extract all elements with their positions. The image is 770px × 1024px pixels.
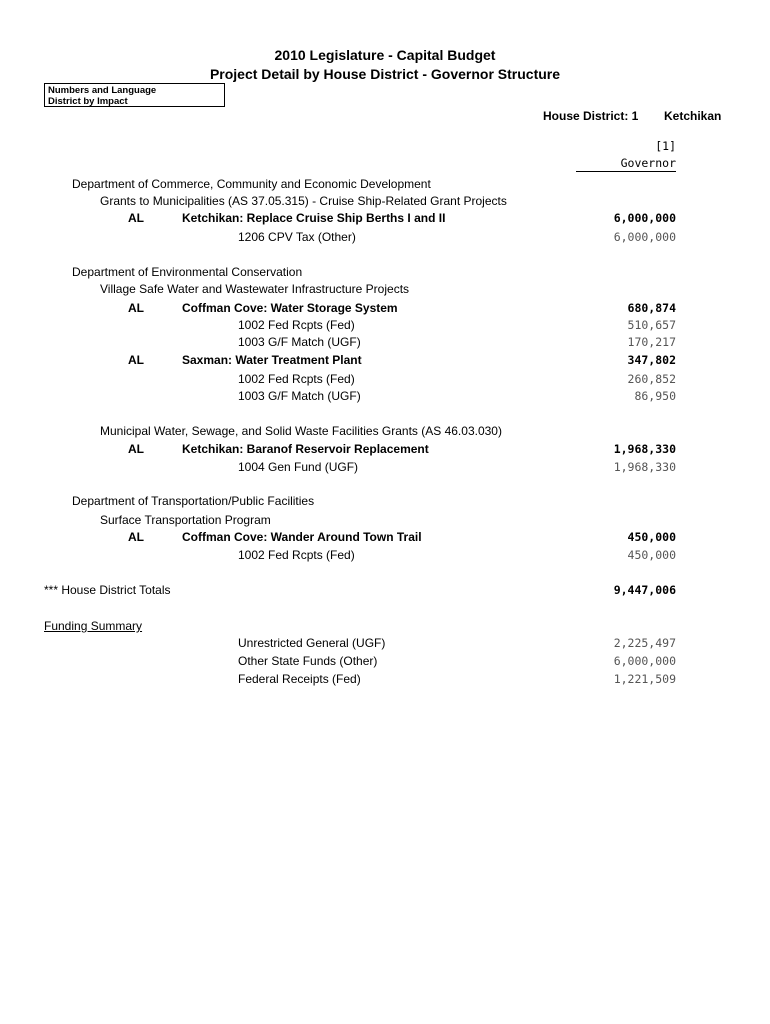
box-line-1: Numbers and Language <box>48 85 157 96</box>
project-total: 347,802 <box>627 353 676 367</box>
summary-label: Federal Receipts (Fed) <box>238 672 361 686</box>
project-code: AL <box>128 442 144 456</box>
project-code: AL <box>128 301 144 315</box>
dept-commerce: Department of Commerce, Community and Economic Development <box>72 177 431 191</box>
report-title: 2010 Legislature - Capital Budget <box>274 47 496 63</box>
fund-source-label: 1003 G/F Match (UGF) <box>238 335 361 349</box>
column-rule <box>576 171 676 172</box>
project-code: AL <box>128 353 144 367</box>
column-number: [1] <box>655 139 676 153</box>
summary-label: Unrestricted General (UGF) <box>238 636 386 650</box>
report-subtitle: Project Detail by House District - Governor Structure <box>209 66 561 82</box>
program-municipal-water: Municipal Water, Sewage, and Solid Waste Facilities Grants (AS 46.03.030) <box>100 424 502 438</box>
fund-source-amount: 510,657 <box>627 318 676 332</box>
program-cruise-grants: Grants to Municipalities (AS 37.05.315) - Cruise Ship-Related Grant Projects <box>100 194 507 208</box>
project-total: 1,968,330 <box>613 442 676 456</box>
fund-source-amount: 1,968,330 <box>613 460 676 474</box>
summary-amount: 6,000,000 <box>613 654 676 668</box>
project-name: Ketchikan: Replace Cruise Ship Berths I and II <box>182 211 446 225</box>
project-total: 6,000,000 <box>613 211 676 225</box>
project-total: 450,000 <box>627 530 676 544</box>
summary-label: Other State Funds (Other) <box>238 654 378 668</box>
program-surface-transportation: Surface Transportation Program <box>100 513 271 527</box>
project-name: Coffman Cove: Wander Around Town Trail <box>182 530 422 544</box>
program-village-safe-water: Village Safe Water and Wastewater Infrastructure Projects <box>100 282 410 296</box>
fund-source-label: 1004 Gen Fund (UGF) <box>238 460 359 474</box>
fund-source-label: 1206 CPV Tax (Other) <box>238 230 356 244</box>
project-name: Saxman: Water Treatment Plant <box>182 353 362 367</box>
summary-amount: 2,225,497 <box>613 636 676 650</box>
project-name: Ketchikan: Baranof Reservoir Replacement <box>182 442 429 456</box>
fund-source-label: 1003 G/F Match (UGF) <box>238 389 361 403</box>
summary-amount: 1,221,509 <box>613 672 676 686</box>
fund-source-amount: 450,000 <box>627 548 676 562</box>
fund-source-label: 1002 Fed Rcpts (Fed) <box>238 372 355 386</box>
column-name: Governor <box>620 156 676 170</box>
report-type-box <box>44 83 225 107</box>
dept-transportation: Department of Transportation/Public Facilities <box>72 494 315 508</box>
fund-source-amount: 6,000,000 <box>613 230 676 244</box>
district-totals-label: *** House District Totals <box>44 583 171 597</box>
project-code: AL <box>128 211 144 225</box>
project-total: 680,874 <box>627 301 676 315</box>
district-label: House District: 1 <box>543 109 639 123</box>
dept-environment: Department of Environmental Conservation <box>72 265 303 279</box>
box-line-2: District by Impact <box>48 96 128 107</box>
project-name: Coffman Cove: Water Storage System <box>182 301 398 315</box>
fund-source-amount: 260,852 <box>627 372 676 386</box>
fund-source-amount: 170,217 <box>627 335 676 349</box>
funding-summary-title: Funding Summary <box>44 619 143 633</box>
district-name: Ketchikan <box>664 109 722 123</box>
fund-source-label: 1002 Fed Rcpts (Fed) <box>238 318 355 332</box>
fund-source-label: 1002 Fed Rcpts (Fed) <box>238 548 355 562</box>
fund-source-amount: 86,950 <box>634 389 676 403</box>
district-totals-amount: 9,447,006 <box>613 583 676 597</box>
project-code: AL <box>128 530 144 544</box>
